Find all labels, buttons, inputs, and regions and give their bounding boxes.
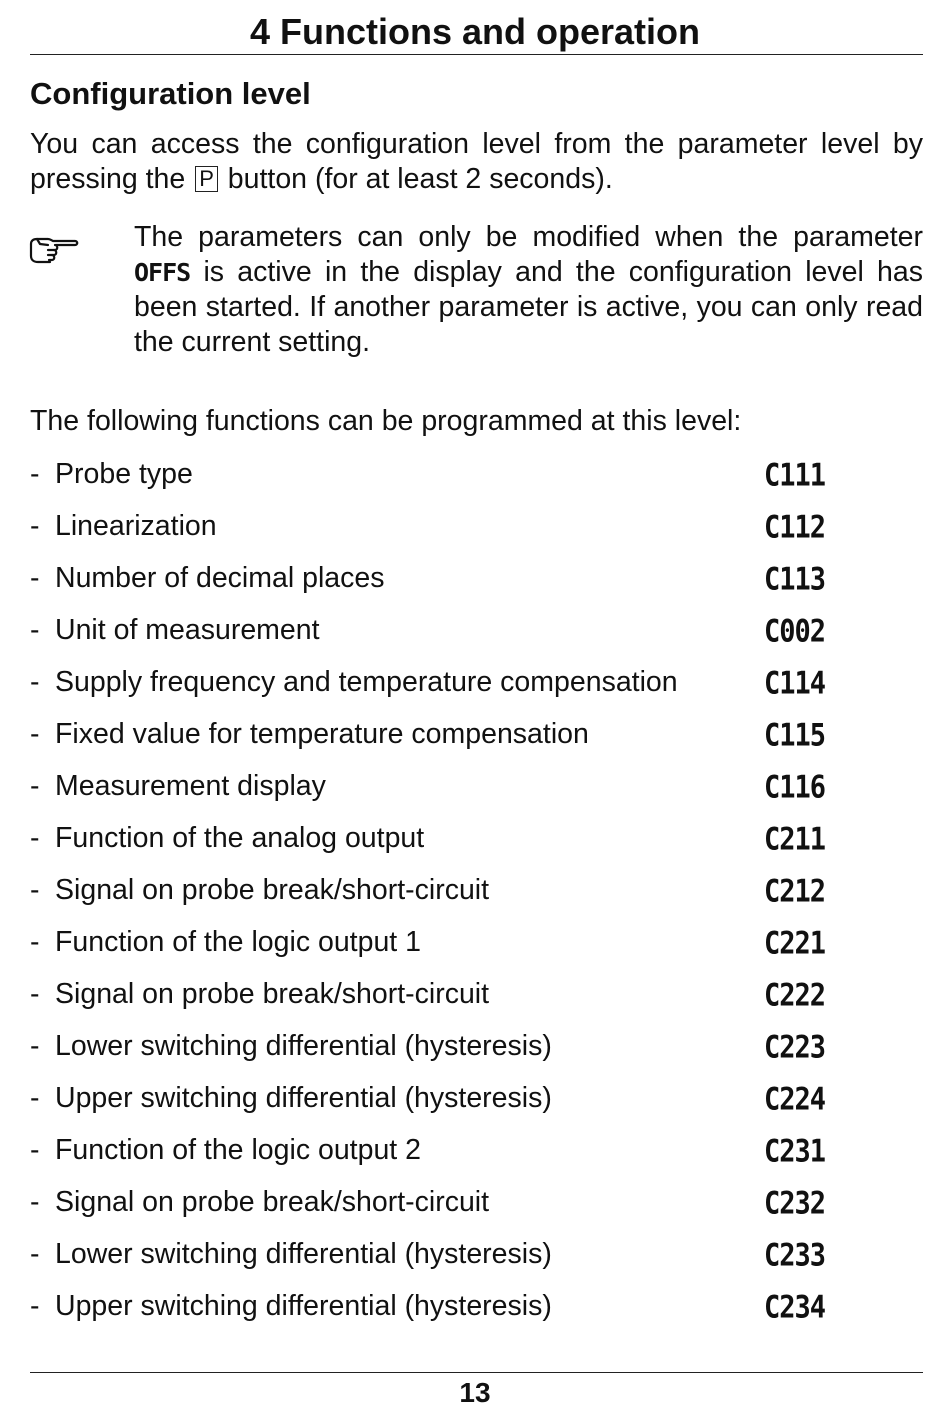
function-code: C212	[764, 874, 826, 910]
list-dash: -	[30, 1290, 40, 1322]
list-dash: -	[30, 718, 40, 750]
note-text-end: is active in the display and the configuration level has been started. If another parameter is active, you can only read the current setting.	[134, 256, 923, 358]
function-code: C111	[764, 458, 826, 494]
function-label: Lower switching differential (hysteresis)	[55, 1030, 552, 1062]
function-code: C114	[764, 666, 826, 702]
function-label: Probe type	[55, 458, 193, 490]
list-dash: -	[30, 1030, 40, 1062]
function-list-item	[30, 924, 923, 976]
function-list-item	[30, 716, 923, 768]
function-list-item	[30, 820, 923, 872]
list-dash: -	[30, 1186, 40, 1218]
function-code: C221	[764, 926, 826, 962]
function-label: Supply frequency and temperature compensation	[55, 666, 678, 698]
function-code: C232	[764, 1186, 826, 1222]
offs-display-code: OFFS	[134, 258, 191, 287]
function-list-item	[30, 508, 923, 560]
note-text-start: The parameters can only be modified when the parameter	[134, 221, 923, 253]
function-label: Unit of measurement	[55, 614, 320, 646]
list-dash: -	[30, 978, 40, 1010]
list-dash: -	[30, 510, 40, 542]
function-list-item	[30, 768, 923, 820]
function-label: Linearization	[55, 510, 217, 542]
function-code: C112	[764, 510, 826, 546]
function-code: C002	[764, 614, 826, 650]
function-list-item	[30, 872, 923, 924]
list-dash: -	[30, 1134, 40, 1166]
function-label: Fixed value for temperature compensation	[55, 718, 589, 750]
function-list-item	[30, 1236, 923, 1288]
intro-text-end: button (for at least 2 seconds).	[219, 163, 613, 195]
function-code: C116	[764, 770, 826, 806]
function-code: C222	[764, 978, 826, 1014]
pointing-hand-icon	[28, 235, 80, 265]
chapter-title: 4 Functions and operation	[249, 11, 701, 52]
function-list-item	[30, 560, 923, 612]
function-label: Function of the logic output 2	[55, 1134, 421, 1166]
function-code: C113	[764, 562, 826, 598]
footer-rule	[30, 1372, 923, 1373]
function-label: Number of decimal places	[55, 562, 385, 594]
function-label: Upper switching differential (hysteresis)	[55, 1082, 552, 1114]
header-rule	[30, 54, 923, 55]
function-code: C115	[764, 718, 826, 754]
function-code: C231	[764, 1134, 826, 1170]
function-list-item	[30, 664, 923, 716]
function-label: Signal on probe break/short-circuit	[55, 874, 490, 906]
function-list-item	[30, 456, 923, 508]
function-code: C224	[764, 1082, 826, 1118]
section-heading: Configuration level	[30, 76, 311, 111]
function-list-item	[30, 1288, 923, 1340]
function-label: Measurement display	[55, 770, 326, 802]
note-paragraph	[134, 220, 923, 360]
intro-text-start: You can access the configuration level from the parameter level by pressing the	[30, 128, 923, 195]
function-list-item	[30, 1132, 923, 1184]
list-dash: -	[30, 1082, 40, 1114]
function-list-item	[30, 612, 923, 664]
function-list-item	[30, 1028, 923, 1080]
function-list	[30, 456, 923, 1340]
list-dash: -	[30, 458, 40, 490]
function-list-item	[30, 1080, 923, 1132]
function-label: Upper switching differential (hysteresis)	[55, 1290, 552, 1322]
list-dash: -	[30, 666, 40, 698]
function-list-item	[30, 1184, 923, 1236]
following-text: The following functions can be programmed at this level:	[30, 405, 742, 437]
list-dash: -	[30, 874, 40, 906]
function-list-item	[30, 976, 923, 1028]
function-label: Signal on probe break/short-circuit	[55, 978, 490, 1010]
function-code: C233	[764, 1238, 826, 1274]
list-dash: -	[30, 822, 40, 854]
list-dash: -	[30, 926, 40, 958]
function-label: Lower switching differential (hysteresis)	[55, 1238, 552, 1270]
function-code: C223	[764, 1030, 826, 1066]
intro-paragraph	[30, 127, 923, 197]
list-dash: -	[30, 562, 40, 594]
list-dash: -	[30, 1238, 40, 1270]
function-code: C234	[764, 1290, 826, 1326]
list-dash: -	[30, 770, 40, 802]
page-number: 13	[459, 1377, 491, 1408]
list-dash: -	[30, 614, 40, 646]
function-label: Function of the analog output	[55, 822, 425, 854]
function-label: Signal on probe break/short-circuit	[55, 1186, 490, 1218]
p-key-symbol: P	[195, 166, 218, 192]
function-label: Function of the logic output 1	[55, 926, 421, 958]
function-code: C211	[764, 822, 826, 858]
